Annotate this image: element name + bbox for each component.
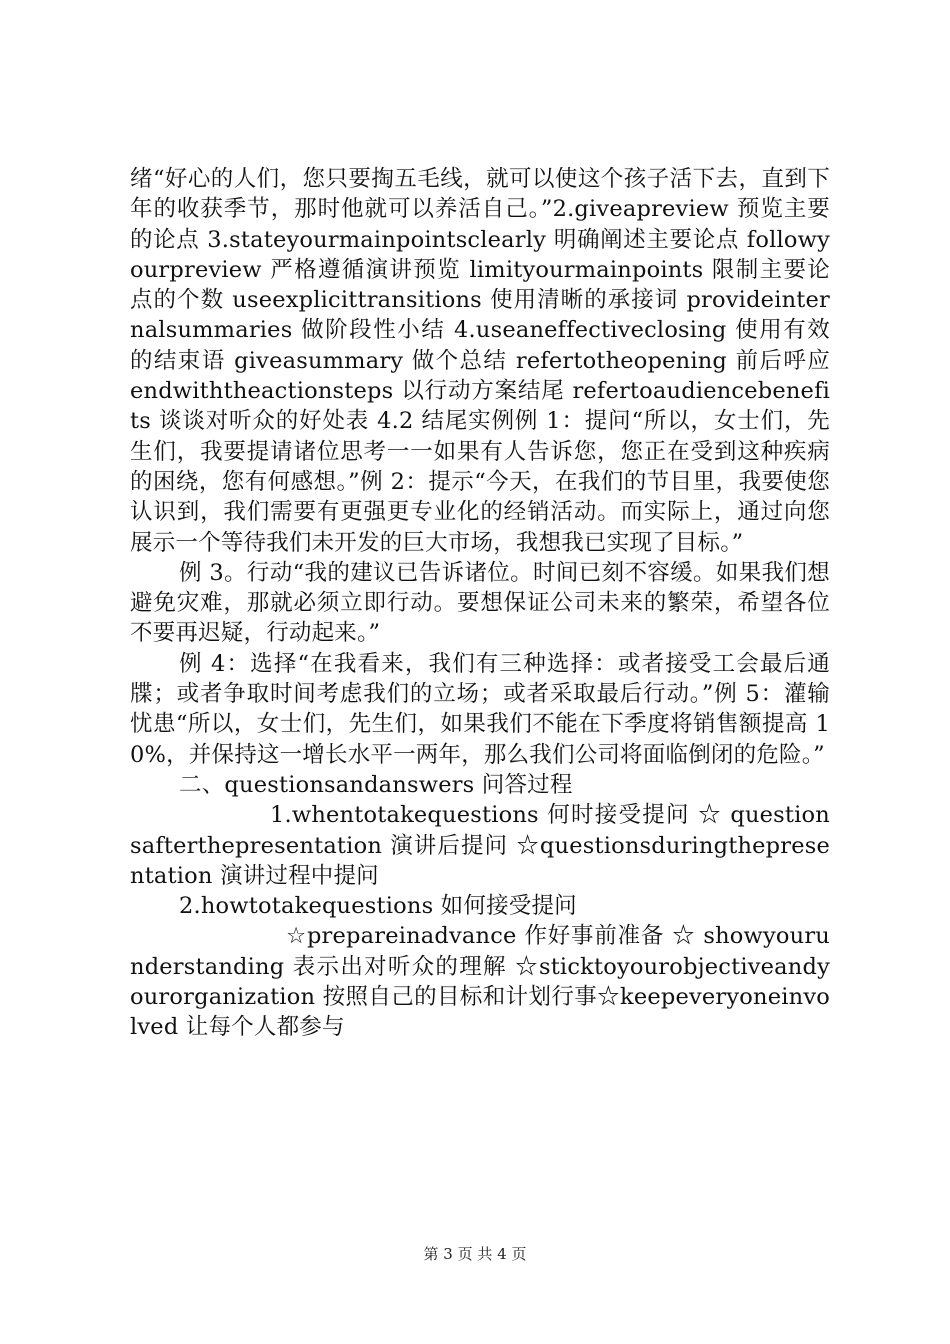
paragraph-how-to-take-questions: 2.howtotakequestions 如何接受提问 (179, 893, 577, 920)
body-text (130, 164, 830, 1043)
paragraph-when-to-take-questions: 1.whentotakequestions 何时接受提问 ☆ questionsafterthepresentation 演讲后提问 ☆questionsduringthepresentation 演讲过程中提问 (130, 802, 830, 889)
paragraph-question-tips: ☆prepareinadvance 作好事前准备 ☆ showyourunderstanding 表示出对听众的理解 ☆sticktoyourobjectiveandyourorganization 按照自己的目标和计划行事☆keepeveryoneinvolved 让每个人都参与 (130, 923, 830, 1041)
paragraph-example-3: 例 3。行动“我的建议已告诉诸位。时间已刻不容缓。如果我们想避免灾难，那就必须立即行动。要想保证公司未来的繁荣，希望各位不要再迟疑，行动起来。” (130, 559, 830, 647)
page-footer: 第 3 页 共 4 页 (423, 1245, 527, 1263)
paragraph-example-4-5: 例 4：选择“在我看来，我们有三种选择：或者接受工会最后通牒；或者争取时间考虑我们的立场；或者采取最后行动。”例 5：灌输忧患“所以，女士们，先生们，如果我们不能在下季度将销售额提高 10%，并保持这一增长水平一两年，那么我们公司将面临倒闭的危险。” (130, 650, 830, 768)
section-heading-qa: 二、questionsandanswers 问答过程 (179, 771, 573, 798)
paragraph-closing-examples: 绪“好心的人们，您只要掏五毛线，就可以使这个孩子活下去，直到下年的收获季节，那时他就可以养活自己。”2.giveapreview 预览主要的论点 3.stateyourmainpointsclearly 明确阐述主要论点 followyourpreview 严格遵循演讲预览 limityourmainpoints 限制主要论点的个数 useexplicittransitions 使用清晰的承接词 provideinternalsummaries 做阶段性小结 4.useaneffectiveclosing 使用有效的结束语 giveasummary 做个总结 refertotheopening 前后呼应 endwiththeactionsteps 以行动方案结尾 refertoaudiencebenefits 谈谈对听众的好处表 4.2 结尾实例例 1：提问“所以，女士们，先生们，我要提请诸位思考一一如果有人告诉您，您正在受到这种疾病的困绕，您有何感想。”例 2：提示“今天，在我们的节目里，我要使您认识到，我们需要有更强更专业化的经销活动。而实际上，通过向您展示一个等待我们未开发的巨大市场，我想我已实现了目标。” (130, 166, 830, 556)
